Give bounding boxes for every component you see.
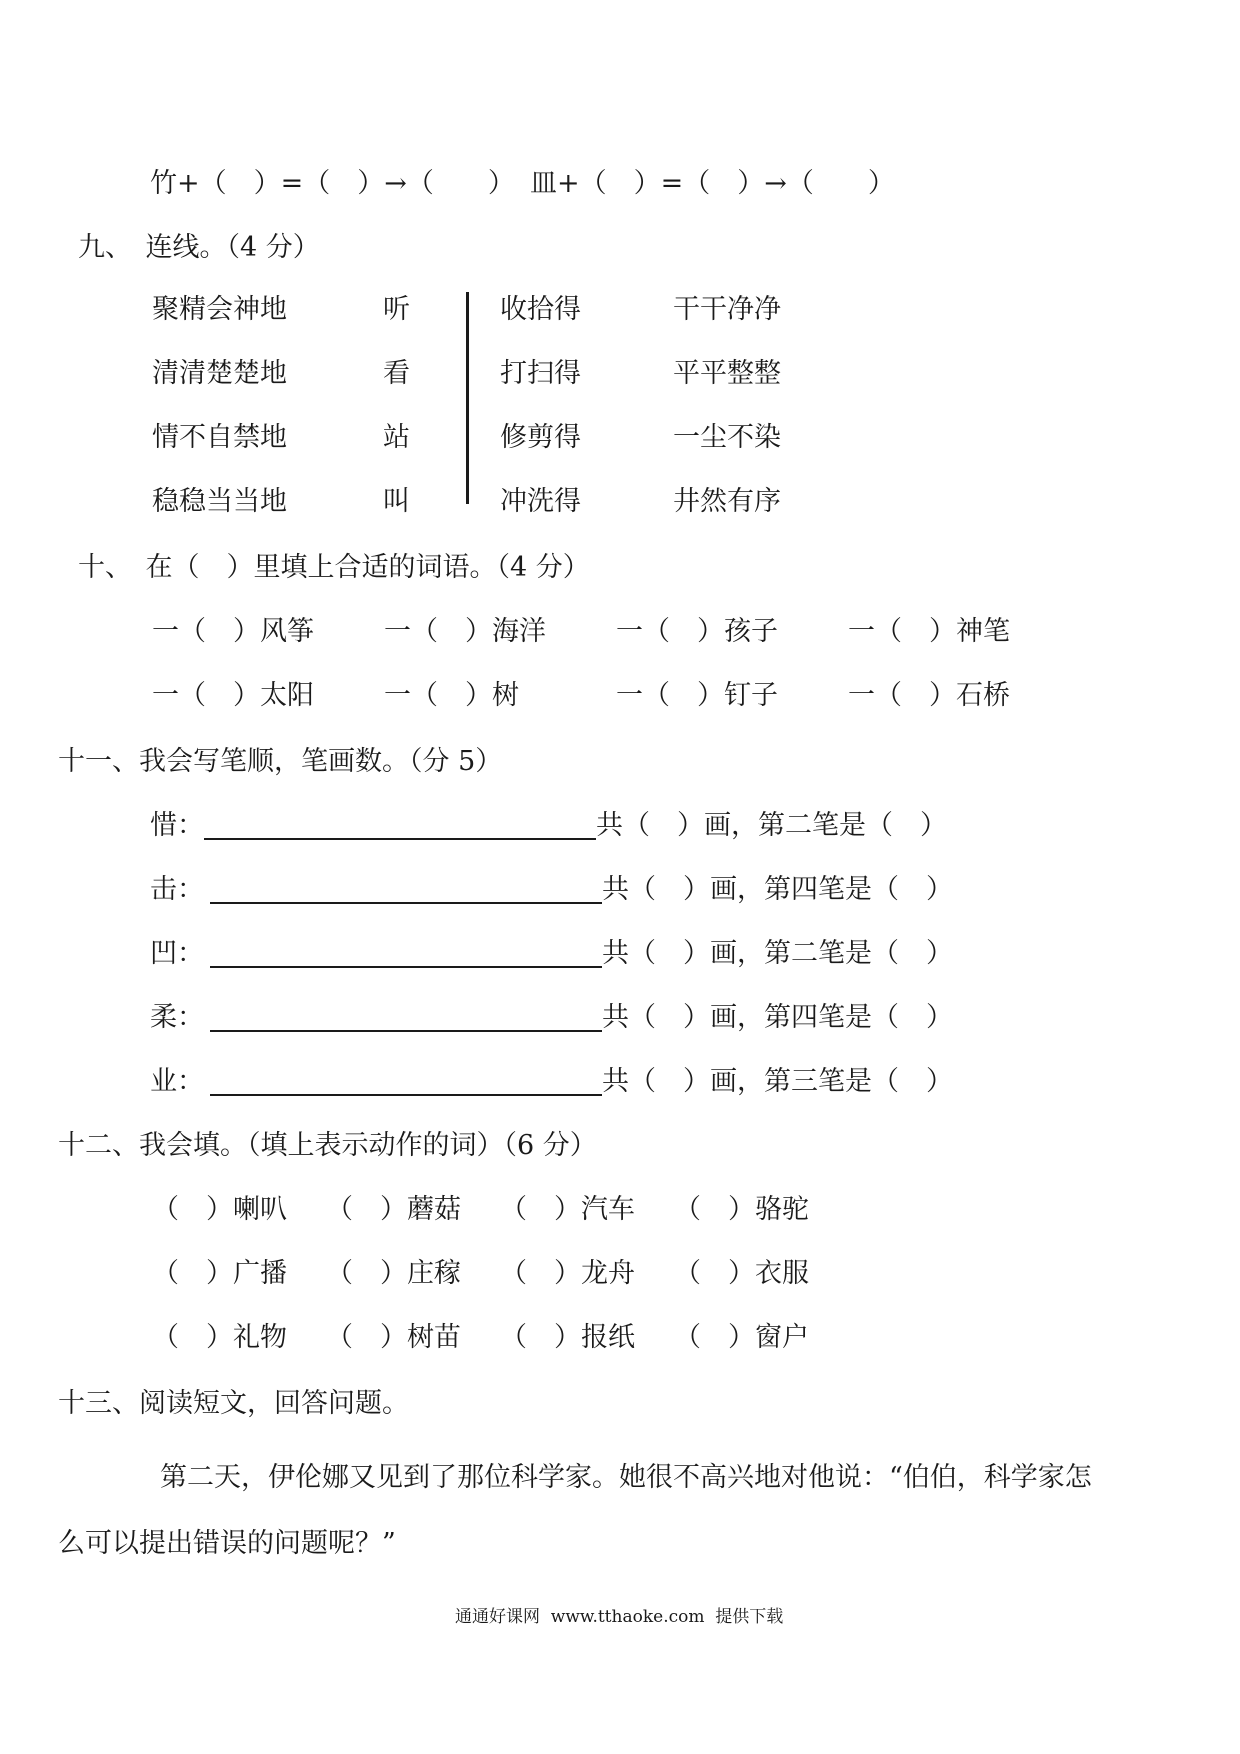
section9-right-word-1: 干干净净	[673, 294, 781, 325]
section9-title: 九、 连线。（4 分）	[78, 232, 320, 263]
stroke-answer-line-2[interactable]	[210, 902, 602, 904]
section10-item: 一（ ）风筝	[152, 616, 314, 647]
section9-left-verb-3: 站	[383, 422, 410, 453]
stroke-tail-1: 共（ ）画，第二笔是（ ）	[596, 810, 947, 841]
stroke-char-4: 柔：	[150, 1002, 204, 1033]
passage-line-2: 么可以提出错误的问题呢？”	[58, 1528, 396, 1559]
section12-item: （ ）窗户	[674, 1322, 809, 1353]
stroke-char-1: 惜：	[150, 810, 204, 841]
section9-left-word-3: 情不自禁地	[152, 422, 287, 453]
section13-title: 十三、阅读短文，回答问题。	[58, 1388, 409, 1419]
section12-item: （ ）庄稼	[326, 1258, 461, 1289]
stroke-tail-4: 共（ ）画，第四笔是（ ）	[602, 1002, 953, 1033]
stroke-answer-line-4[interactable]	[210, 1030, 602, 1032]
section12-item: （ ）喇叭	[152, 1194, 287, 1225]
stroke-tail-5: 共（ ）画，第三笔是（ ）	[602, 1066, 953, 1097]
section12-item: （ ）衣服	[674, 1258, 809, 1289]
stroke-answer-line-5[interactable]	[210, 1094, 602, 1096]
section10-item: 一（ ）树	[384, 680, 519, 711]
section9-left-verb-4: 叫	[383, 486, 410, 517]
stroke-tail-3: 共（ ）画，第二笔是（ ）	[602, 938, 953, 969]
section12-item: （ ）礼物	[152, 1322, 287, 1353]
section9-left-word-4: 稳稳当当地	[152, 486, 287, 517]
stroke-tail-2: 共（ ）画，第四笔是（ ）	[602, 874, 953, 905]
section12-item: （ ）蘑菇	[326, 1194, 461, 1225]
stroke-answer-line-3[interactable]	[210, 966, 602, 968]
section9-right-verb-1: 收拾得	[500, 294, 581, 325]
section9-left-word-2: 清清楚楚地	[152, 358, 287, 389]
section10-item: 一（ ）太阳	[152, 680, 314, 711]
section10-item: 一（ ）孩子	[616, 616, 778, 647]
section10-item: 一（ ）钉子	[616, 680, 778, 711]
stroke-char-5: 业：	[150, 1066, 204, 1097]
stroke-char-2: 击：	[150, 874, 204, 905]
section10-item: 一（ ）神笔	[848, 616, 1010, 647]
section12-title: 十二、我会填。（填上表示动作的词）（6 分）	[58, 1130, 597, 1161]
stroke-char-3: 凹：	[150, 938, 204, 969]
section11-title: 十一、我会写笔顺，笔画数。（分 5）	[58, 746, 503, 777]
section9-left-verb-2: 看	[383, 358, 410, 389]
footer-source: 通通好课网 www.tthaoke.com 提供下载	[455, 1607, 784, 1627]
section10-title: 十、 在（ ）里填上合适的词语。（4 分）	[78, 552, 590, 583]
section12-item: （ ）树苗	[326, 1322, 461, 1353]
section10-item: 一（ ）石桥	[848, 680, 1010, 711]
section9-right-word-3: 一尘不染	[673, 422, 781, 453]
section10-item: 一（ ）海洋	[384, 616, 546, 647]
section9-left-word-1: 聚精会神地	[152, 294, 287, 325]
section9-right-word-4: 井然有序	[673, 486, 781, 517]
passage-line-1: 第二天，伊伦娜又见到了那位科学家。她很不高兴地对他说：“伯伯，科学家怎	[160, 1462, 1092, 1493]
section9-right-verb-3: 修剪得	[500, 422, 581, 453]
section9-left-verb-1: 听	[383, 294, 410, 325]
section12-item: （ ）报纸	[500, 1322, 635, 1353]
section9-right-word-2: 平平整整	[673, 358, 781, 389]
char-formula-right: 皿+（ ）=（ ）→（ ）	[530, 168, 895, 199]
section12-item: （ ）广播	[152, 1258, 287, 1289]
section9-right-verb-2: 打扫得	[500, 358, 581, 389]
char-formula-left: 竹+（ ）=（ ）→（ ）	[150, 168, 515, 199]
section9-right-verb-4: 冲洗得	[500, 486, 581, 517]
section12-item: （ ）骆驼	[674, 1194, 809, 1225]
section9-divider	[466, 292, 469, 504]
stroke-answer-line-1[interactable]	[204, 838, 596, 840]
section12-item: （ ）龙舟	[500, 1258, 635, 1289]
section12-item: （ ）汽车	[500, 1194, 635, 1225]
